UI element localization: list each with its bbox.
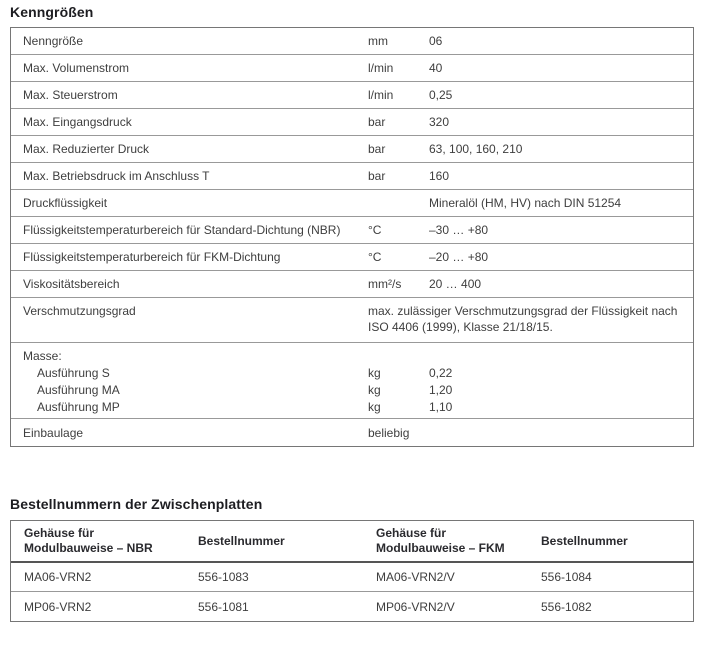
- table-row: [11, 55, 693, 82]
- kenngroessen-table: [10, 27, 694, 447]
- cell-gehaeuse-fkm: MP06-VRN2/V: [376, 599, 455, 614]
- row-value: 0,22: [429, 366, 453, 380]
- row-unit: kg: [368, 400, 381, 414]
- row-label: Max. Volumenstrom: [23, 61, 130, 75]
- row-value: 40: [429, 61, 443, 75]
- table-row: [11, 563, 693, 592]
- bestellnummern-title: Bestellnummern der Zwischenplatten: [10, 496, 263, 512]
- cell-bestellnummer-fkm: 556-1082: [541, 599, 592, 614]
- kenngroessen-title: Kenngrößen: [10, 4, 94, 20]
- row-label: Nenngröße: [23, 34, 84, 48]
- row-label: Verschmutzungsgrad: [23, 304, 136, 318]
- row-label: Max. Steuerstrom: [23, 88, 118, 102]
- table-row: [11, 136, 693, 163]
- row-value: –30 … +80: [429, 223, 489, 237]
- header-cell: [24, 526, 198, 556]
- masse-item: [23, 382, 693, 399]
- masse-item: [23, 365, 693, 382]
- cell-gehaeuse-nbr: MA06-VRN2: [24, 570, 92, 584]
- table-header-row: [11, 521, 693, 563]
- row-label: Flüssigkeitstemperaturbereich für FKM-Dichtung: [23, 250, 281, 264]
- masse-item: [23, 399, 693, 416]
- row-unit: °C: [368, 250, 382, 264]
- table-row-einbaulage: [11, 419, 693, 446]
- cell-bestellnummer-nbr: 556-1081: [198, 599, 249, 614]
- row-unit: °C: [368, 223, 382, 237]
- table-row: [11, 82, 693, 109]
- row-label: Viskositätsbereich: [23, 277, 120, 291]
- row-value: 63, 100, 160, 210: [429, 142, 523, 156]
- header-line1: Bestellnummer: [198, 533, 285, 548]
- masse-label: Masse:: [23, 349, 62, 363]
- row-value: 06: [429, 34, 443, 48]
- row-unit: bar: [368, 142, 386, 156]
- header-line1: Gehäuse für: [24, 526, 95, 540]
- row-unit: mm: [368, 34, 388, 48]
- row-unit: bar: [368, 115, 386, 129]
- row-label: Max. Reduzierter Druck: [23, 142, 150, 156]
- row-label: Flüssigkeitstemperaturbereich für Standard-Dichtung (NBR): [23, 223, 341, 237]
- row-value: Mineralöl (HM, HV) nach DIN 51254: [429, 196, 622, 210]
- header-line2: Modulbauweise – FKM: [376, 541, 505, 555]
- header-cell: [376, 526, 541, 556]
- row-unit: kg: [368, 366, 381, 380]
- row-label: Max. Eingangsdruck: [23, 115, 132, 129]
- table-row: [11, 109, 693, 136]
- row-label: Einbaulage: [23, 425, 84, 440]
- table-row: [11, 163, 693, 190]
- header-line1: Bestellnummer: [541, 533, 628, 548]
- table-row-masse: [11, 343, 693, 419]
- row-value: 320: [429, 115, 450, 129]
- table-row: [11, 28, 693, 55]
- row-label: Max. Betriebsdruck im Anschluss T: [23, 169, 210, 183]
- row-unit: mm²/s: [368, 277, 402, 291]
- header-cell: [198, 534, 376, 549]
- table-row: [11, 190, 693, 217]
- header-line2: Modulbauweise – NBR: [24, 541, 153, 555]
- cell-gehaeuse-fkm: MA06-VRN2/V: [376, 570, 455, 584]
- table-row: [11, 592, 693, 621]
- row-unit: l/min: [368, 88, 394, 102]
- row-value: 160: [429, 169, 450, 183]
- header-cell: [541, 534, 693, 549]
- row-value: –20 … +80: [429, 250, 489, 264]
- table-row: [11, 271, 693, 298]
- bestellnummern-table: [10, 520, 694, 622]
- row-value: 1,10: [429, 400, 453, 414]
- row-value: 1,20: [429, 383, 453, 397]
- row-label: Ausführung MP: [37, 400, 120, 414]
- row-value: max. zulässiger Verschmutzungsgrad der Flüssigkeit nach ISO 4406 (1999), Klasse 21/18/15.: [368, 304, 678, 334]
- row-label: Ausführung S: [37, 366, 110, 380]
- row-unit: bar: [368, 169, 386, 183]
- cell-bestellnummer-nbr: 556-1083: [198, 570, 249, 584]
- cell-gehaeuse-nbr: MP06-VRN2: [24, 599, 92, 614]
- row-value: beliebig: [368, 425, 410, 440]
- row-unit: l/min: [368, 61, 394, 75]
- row-unit: kg: [368, 383, 381, 397]
- header-line1: Gehäuse für: [376, 526, 447, 540]
- cell-bestellnummer-fkm: 556-1084: [541, 570, 592, 584]
- row-label: Druckflüssigkeit: [23, 196, 108, 210]
- table-row: [11, 244, 693, 271]
- table-row: [11, 217, 693, 244]
- row-value: 0,25: [429, 88, 453, 102]
- row-value: 20 … 400: [429, 277, 482, 291]
- table-row-verschmutzungsgrad: [11, 298, 693, 343]
- row-label: Ausführung MA: [37, 383, 120, 397]
